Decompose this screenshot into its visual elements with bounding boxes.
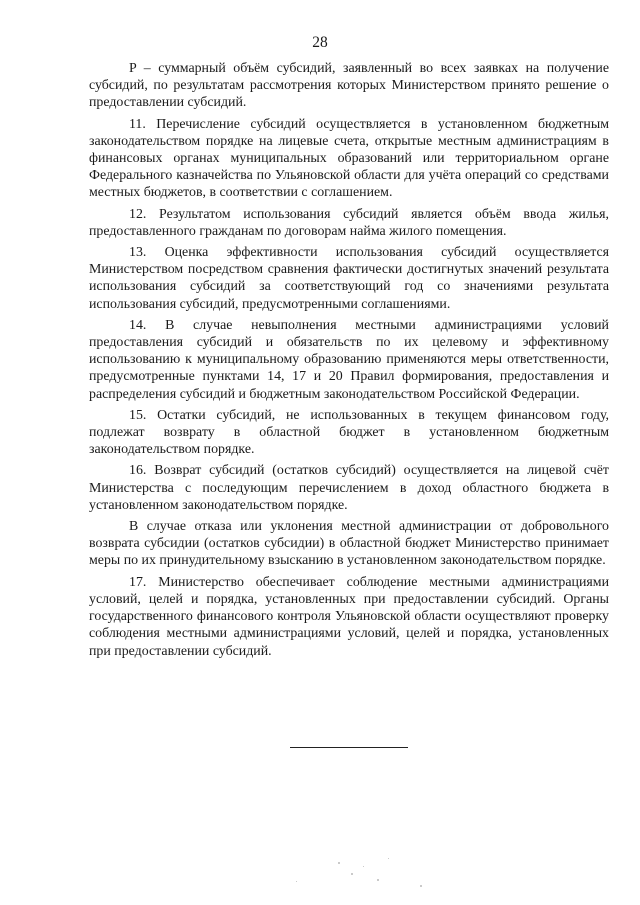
scan-speck bbox=[420, 885, 422, 887]
scan-speck bbox=[296, 881, 297, 882]
paragraph-formula-note: P – суммарный объём субсидий, заявленный во всех заявках на получение субсидий, по результатам рассмотрения которых Министерством принято решение о предоставлении субсидий. bbox=[89, 61, 609, 111]
paragraph-11: 11. Перечисление субсидий осуществляется в установленном бюджетным законодательством порядке на лицевые счета, открытые местным администрациям в финансовых органах муниципальных образований или территориальном органе Федерального казначейства по Ульяновской области для учёта операций со средствами местных бюджетов, в соответствии с соглашением. bbox=[89, 116, 609, 201]
end-of-text-rule bbox=[290, 747, 408, 748]
paragraph-14: 14. В случае невыполнения местными администрациями условий предоставления субсидий и обязательств по их целевому и эффективному использованию к муниципальному образованию применяются меры ответственности, предусмотренные пунктами 14, 17 и 20 Правил формирования, предоставления и распределения субсидий и бюджетным законодательством Российской Федерации. bbox=[89, 317, 609, 402]
scan-speck bbox=[388, 858, 389, 859]
paragraph-15: 15. Остатки субсидий, не использованных в текущем финансовом году, подлежат возврату в областной бюджет в установленном бюджетным законодательством порядке. bbox=[89, 407, 609, 458]
scan-speck bbox=[377, 879, 379, 881]
paragraph-13: 13. Оценка эффективности использования субсидий осуществляется Министерством посредством сравнения фактически достигнутых значений результата использования субсидий за соответствующий год со значениями результата использования субсидий, предусмотренными соглашениями. bbox=[89, 245, 609, 312]
document-body bbox=[89, 60, 609, 664]
scan-speck bbox=[351, 873, 353, 875]
paragraph-16-refusal: В случае отказа или уклонения местной администрации от добровольного возврата субсидии (остатков субсидии) в областной бюджет Министерство принимает меры по их принудительному взысканию в установленном законодательством порядке. bbox=[89, 519, 609, 569]
paragraph-17: 17. Министерство обеспечивает соблюдение местными администрациями условий, целей и порядка, установленных при предоставлении субсидий. Органы государственного финансового контроля Ульяновской области осуществляют проверку соблюдения местными администрациями условий, целей и порядка, установленных при предоставлении субсидий. bbox=[89, 574, 609, 659]
page-number: 28 bbox=[312, 34, 328, 51]
scan-speck bbox=[363, 866, 364, 867]
paragraph-16: 16. Возврат субсидий (остатков субсидий) осуществляется на лицевой счёт Министерства с последующим перечислением в доход областного бюджета в установленном законодательством порядке. bbox=[89, 463, 609, 513]
paragraph-12: 12. Результатом использования субсидий является объём ввода жилья, предоставленного гражданам по договорам найма жилого помещения. bbox=[89, 206, 609, 239]
scan-speck bbox=[338, 862, 340, 864]
